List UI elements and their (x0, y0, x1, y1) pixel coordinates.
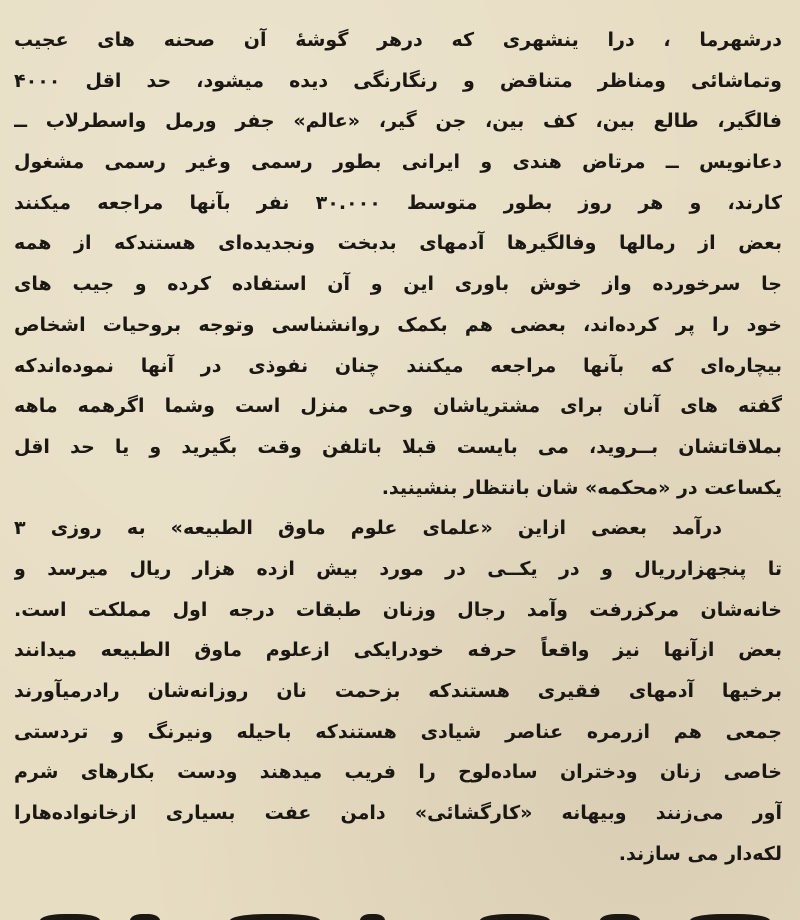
text-line: بعض ازآنها نیز واقعاً حرفه خودرایکی ازعلوم ماوق الطبیعه میدانند (14, 639, 782, 662)
text-line: جمعی هم ازرمره عناصر شیادی هستندکه باحیله ونیرنگ و تردستی (14, 720, 782, 743)
text-line: خانه‌شان مرکزرفت وآمد رجال وزنان طبقات درجه اول مملکت است. (14, 598, 782, 621)
cut-off-next-line (0, 906, 800, 920)
text-line: خاصی زنان ودختران ساده‌لوح را فریب میدهند ودست بکارهای شرم (14, 761, 782, 784)
text-line: جا سرخورده واز خوش باوری این و آن استفاده کرده و جیب های (14, 273, 782, 296)
text-line: دعانویس ــ مرتاض هندی و ایرانی بطور رسمی وغیر رسمی مشغول (14, 151, 782, 174)
article-text (14, 20, 782, 874)
text-line: کارند، و هر روز بطور متوسط ۳۰.۰۰۰ نفر بآنها مراجعه میکنند (14, 191, 782, 214)
text-line: فالگیر، طالع بین، کف بین، جن گیر، «عالم» جفر ورمل واسطرلاب ــ (14, 110, 782, 133)
text-line: بیچاره‌ای که بآنها مراجعه میکنند چنان نفوذی در آنها نموده‌اندکه (14, 354, 782, 377)
text-line: تا پنجهزارریال و در یکــی در مورد بیش ازده هزار ریال میرسد و (14, 557, 782, 580)
paragraph-end-line: یکساعت در «محکمه» شان بانتظار بنشینید. (381, 476, 782, 499)
text-line: گفته های آنان برای مشتریاشان وحی منزل است وشما اگرهمه ماهه (14, 395, 782, 418)
text-line: وتماشائی ومناظر متناقض و رنگارنگی دیده میشود، حد اقل ۴۰۰۰ (14, 69, 782, 92)
text-line: درشهرما ، درا ینشهری که درهر گوشهٔ آن صحنه های عجیب (14, 29, 782, 51)
text-line: خود را پر کرده‌اند، بعضی هم بکمک روانشناسی وتوجه بروحیات اشخاص (14, 313, 782, 336)
text-line: آور می‌زنند وبیهانه «کارگشائی» دامن عفت بسیاری ازخانواده‌هارا (14, 802, 782, 825)
paragraph-start-line: درآمد بعضی ازاین «علمای علوم ماوق الطبیعه» به روزی ۳ (14, 517, 722, 540)
text-line: برخیها آدمهای فقیری هستندکه بزحمت نان روزانه‌شان رادرمیآورند (14, 680, 782, 702)
text-line: بملاقاتشان بــروید، می بایست قبلا باتلفن وقت بگیرید و یا حد اقل (14, 435, 782, 458)
text-line: بعض از رمالها وفالگیرها آدمهای بدبخت ونجدیده‌ای هستندکه از همه (14, 232, 782, 255)
paragraph-end-line: لکه‌دار می سازند. (618, 842, 782, 865)
